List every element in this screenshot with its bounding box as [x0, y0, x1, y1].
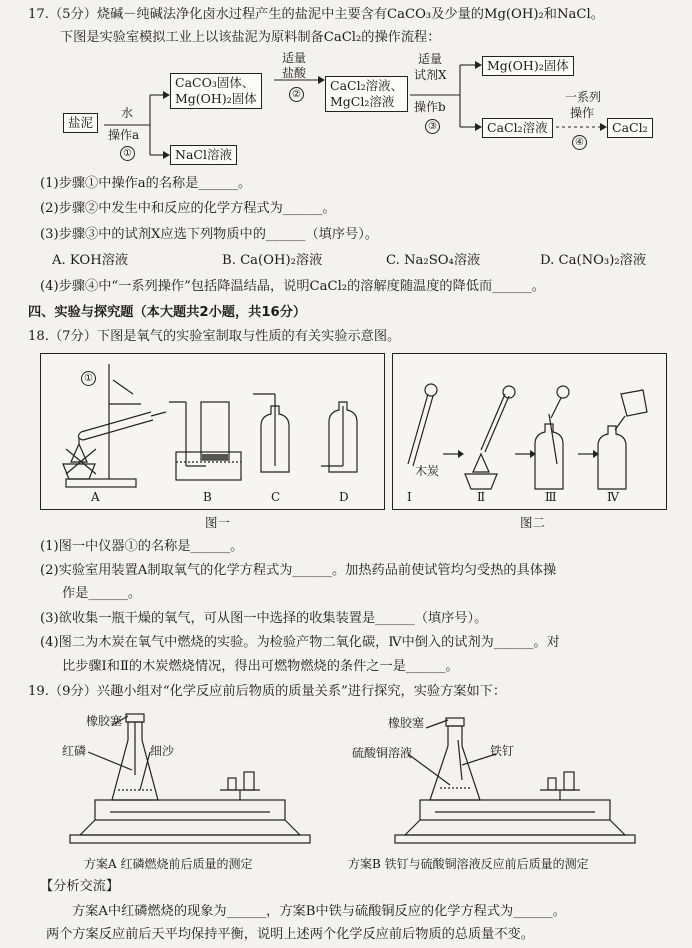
- flow-op-a-label: 操作a: [108, 128, 140, 142]
- fig2-caption: 图二: [520, 515, 546, 530]
- fig2-charcoal-label: 木炭: [415, 464, 440, 478]
- figB-nail-label: 铁钉: [490, 744, 515, 758]
- fig1-label-b: B: [203, 490, 212, 504]
- flow-final-box: CaCl₂: [607, 118, 653, 138]
- q19-analysis-line1: 方案A中红磷燃烧的现象为______，方案B中铁与硫酸铜反应的化学方程式为______。: [72, 904, 566, 919]
- flow-acid-amount: 适量: [282, 51, 307, 65]
- q18-sub2-line1: (2)实验室用装置A制取氧气的化学方程式为______。加热药品前使试管均匀受热的具体操: [40, 563, 557, 578]
- flow-start-box: 盐泥: [63, 113, 98, 133]
- q18-sub4-line1: (4)图二为木炭在氧气中燃烧的实验。为检验产物二氧化碳，Ⅳ中倒入的试剂为______。对: [40, 635, 560, 650]
- flow-reagent-label: 试剂X: [414, 68, 447, 82]
- flow-step2-label: ②: [289, 86, 304, 102]
- flow-mid-box: CaCl₂溶液、 MgCl₂溶液: [325, 76, 408, 112]
- flow-solid-box: CaCO₃固体、 Mg(OH)₂固体: [170, 73, 262, 109]
- q18-sub4-line2: 比步骤Ⅰ和Ⅱ的木炭燃烧情况，得出可燃物燃烧的条件之一是______。: [62, 659, 459, 674]
- q18-sub3: (3)欲收集一瓶干燥的氧气，可从图一中选择的收集装置是______（填序号）。: [40, 611, 488, 626]
- q17-intro: 下图是实验室模拟工业上以该盐泥为原料制备CaCl₂的操作流程：: [60, 30, 441, 45]
- fig2-label-i: Ⅰ: [407, 490, 412, 504]
- figA-phosphorus-label: 红磷: [62, 744, 87, 758]
- q19-stem: 19.（9分）兴趣小组对“化学反应前后物质的质量关系”进行探究，实验方案如下：: [28, 684, 507, 699]
- flow-step1-label: ①: [120, 145, 135, 161]
- flow-nacl-box: NaCl溶液: [170, 145, 237, 165]
- figA-caption: 方案A 红磷燃烧前后质量的测定: [84, 857, 253, 871]
- fig2-label-iv: Ⅳ: [607, 490, 619, 504]
- q19-analysis-title: 【分析交流】: [40, 879, 120, 894]
- fig1-label-a: A: [91, 490, 100, 504]
- fig1-caption: 图一: [205, 515, 231, 530]
- q17-sub2: (2)步骤②中发生中和反应的化学方程式为______。: [40, 201, 336, 216]
- flow-series-op-label: 操作: [570, 106, 595, 120]
- figA-stopper-label: 橡胶塞: [86, 714, 123, 728]
- fig1-marker-1: ①: [81, 370, 96, 386]
- q17-sub3: (3)步骤③中的试剂X应选下列物质中的______（填序号）。: [40, 227, 378, 242]
- q17-option-b: B. Ca(OH)₂溶液: [222, 253, 323, 268]
- q17-stem: 17.（5分）烧碱－纯碱法净化卤水过程产生的盐泥中主要含有CaCO₃及少量的Mg(OH)₂和NaCl。: [28, 7, 604, 22]
- flow-step3-label: ③: [425, 118, 440, 134]
- figB-caption: 方案B 铁钉与硫酸铜溶液反应前后质量的测定: [348, 857, 589, 871]
- q17-option-a: A. KOH溶液: [52, 253, 129, 268]
- section-4-heading: 四、实验与探究题（本大题共2小题，共16分）: [28, 305, 307, 320]
- q17-sub4: (4)步骤④中“一系列操作”包括降温结晶，说明CaCl₂的溶解度随温度的降低而______。: [40, 279, 545, 294]
- flow-series-label: 一系列: [565, 90, 602, 104]
- q18-figure-1: [40, 353, 385, 510]
- fig1-label-d: D: [339, 490, 349, 504]
- fig2-combustion-drawing: [393, 354, 666, 509]
- flow-op-b-label: 操作b: [414, 100, 446, 114]
- flow-acid-label: 盐酸: [282, 66, 307, 80]
- q17-sub1: (1)步骤①中操作a的名称是______。: [40, 176, 252, 191]
- fig1-label-c: C: [271, 490, 281, 504]
- flow-step4-label: ④: [572, 134, 587, 150]
- q17-option-c: C. Na₂SO₄溶液: [386, 253, 481, 268]
- flow-cacl2-box: CaCl₂溶液: [482, 118, 553, 138]
- flow-mgoh2-box: Mg(OH)₂固体: [482, 56, 574, 76]
- q18-sub2-line2: 作是______。: [62, 586, 142, 601]
- figB-cuso4-label: 硫酸铜溶液: [352, 746, 413, 760]
- q18-stem: 18.（7分）下图是氧气的实验室制取与性质的有关实验示意图。: [28, 329, 401, 344]
- q18-sub1: (1)图一中仪器①的名称是______。: [40, 539, 244, 554]
- q19-analysis-line2: 两个方案反应前后天平均保持平衡，说明上述两个化学反应前后物质的总质量不变。: [46, 927, 534, 942]
- flow-water-label: 水: [121, 106, 134, 120]
- q17-option-d: D. Ca(NO₃)₂溶液: [540, 253, 647, 268]
- fig2-label-iii: Ⅲ: [545, 490, 557, 504]
- fig2-label-ii: Ⅱ: [477, 490, 486, 504]
- figB-stopper-label: 橡胶塞: [388, 716, 425, 730]
- q18-figure-2: [392, 353, 667, 510]
- flow-reagent-amount: 适量: [418, 52, 443, 66]
- figA-sand-label: 细沙: [150, 744, 175, 758]
